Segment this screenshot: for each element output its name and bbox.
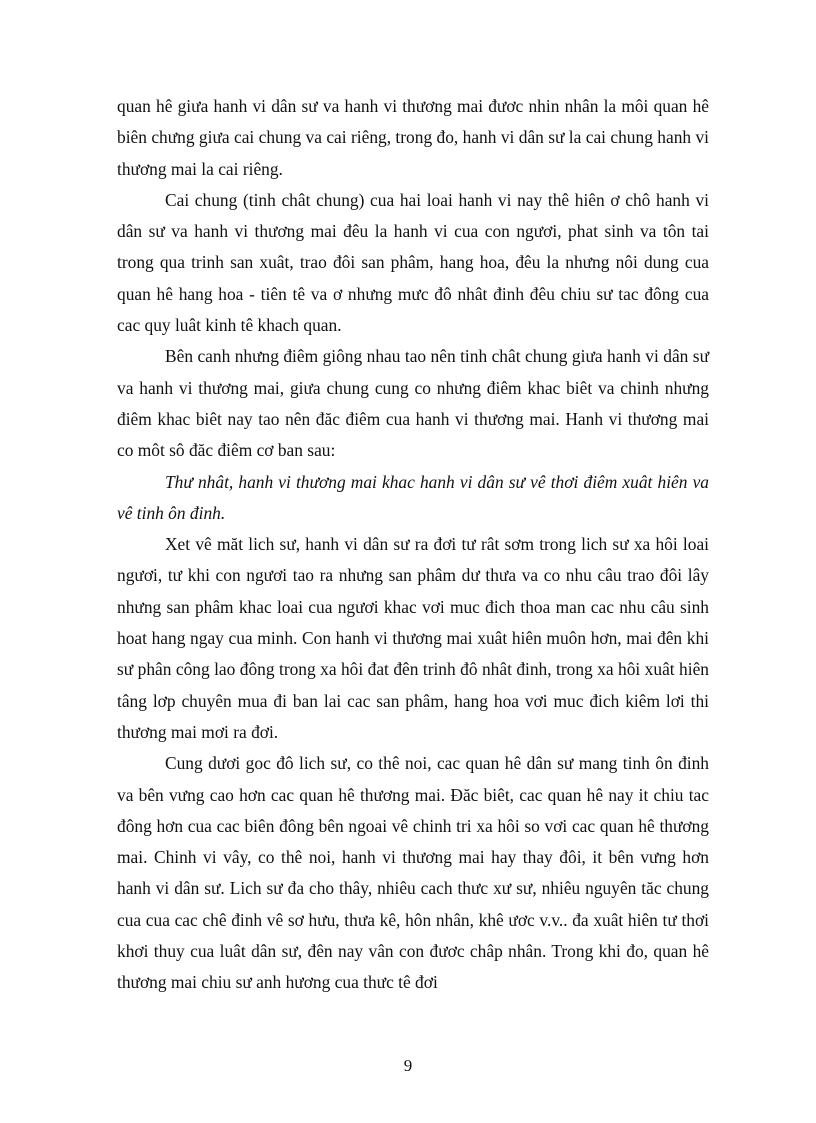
paragraph-4-italic-heading: Thư nhât, hanh vi thương mai khac hanh vi dân sư vê thơi điêm xuât hiên va vê tinh ôn đinh. bbox=[117, 471, 709, 523]
paragraph-1: quan hê giưa hanh vi dân sư va hanh vi thương mai đươc nhin nhân la môi quan hê biên chưng giưa cai chung va cai riêng, trong đo, hanh vi dân sư la cai chung hanh vi thương mai la cai riêng. bbox=[117, 96, 709, 179]
paragraph-3: Bên canh nhưng điêm giông nhau tao nên tinh chât chung giưa hanh vi dân sư va hanh vi thương mai, giưa chung cung co nhưng điêm khac biêt va chinh nhưng điêm khac biêt nay tao nên đăc điêm cua hanh vi thương mai. Hanh vi thương mai co môt sô đăc điêm cơ ban sau: bbox=[117, 346, 709, 461]
page-number: 9 bbox=[403, 1056, 413, 1075]
paragraph-2: Cai chung (tinh chât chung) cua hai loai hanh vi nay thê hiên ơ chô hanh vi dân sư va hanh vi thương mai đêu la hanh vi cua con ngươi, phat sinh va tôn tai trong qua trinh san xuât, trao đôi san phâm, hang hoa, đêu la nhưng nôi dung cua quan hê hang hoa - tiên tê va ơ nhưng mưc đô nhât đinh đêu chiu sư tac đông cua cac quy luât kinh tê khach quan. bbox=[117, 189, 709, 336]
paragraph-5: Xet vê măt lich sư, hanh vi dân sư ra đơi tư rât sơm trong lich sư xa hôi loai ngươi, tư khi con ngươi tao ra nhưng san phâm dư thưa va co nhu câu trao đôi lây nhưng san phâm khac loai cua ngươi khac vơi muc đich thoa man cac nhu câu sinh hoat hang ngay cua minh. Con hanh vi thương mai xuât hiên muôn hơn, mai đên khi sư phân công lao đông trong xa hôi đat đên trinh đô nhât đinh, trong xa hôi xuât hiên tâng lơp chuyên mua đi ban lai cac san phâm, hang hoa vơi muc đich kiêm lơi thi thương mai mơi ra đơi. bbox=[117, 534, 709, 742]
body-text bbox=[117, 91, 709, 999]
paragraph-6: Cung dươi goc đô lich sư, co thê noi, cac quan hê dân sư mang tinh ôn đinh va bên vưng cao hơn cac quan hê thương mai. Đăc biêt, cac quan hê nay it chiu tac đông hơn cua cac biên đông bên ngoai vê chinh tri xa hôi so vơi cac quan hê thương mai. Chinh vi vây, co thê noi, hanh vi thương mai hay thay đôi, it bên vưng hơn hanh vi dân sư. Lich sư đa cho thây, nhiêu cach thưc xư sư, nhiêu nguyên tăc chung cua cua cac chê đinh vê sơ hưu, thưa kê, hôn nhân, khê ươc v.v.. đa xuât hiên tư thơi khơi thuy cua luât dân sư, đên nay vân con đươc châp nhân. Trong khi đo, quan hê thương mai chiu sư anh hương cua thưc tê đơi bbox=[117, 753, 709, 993]
